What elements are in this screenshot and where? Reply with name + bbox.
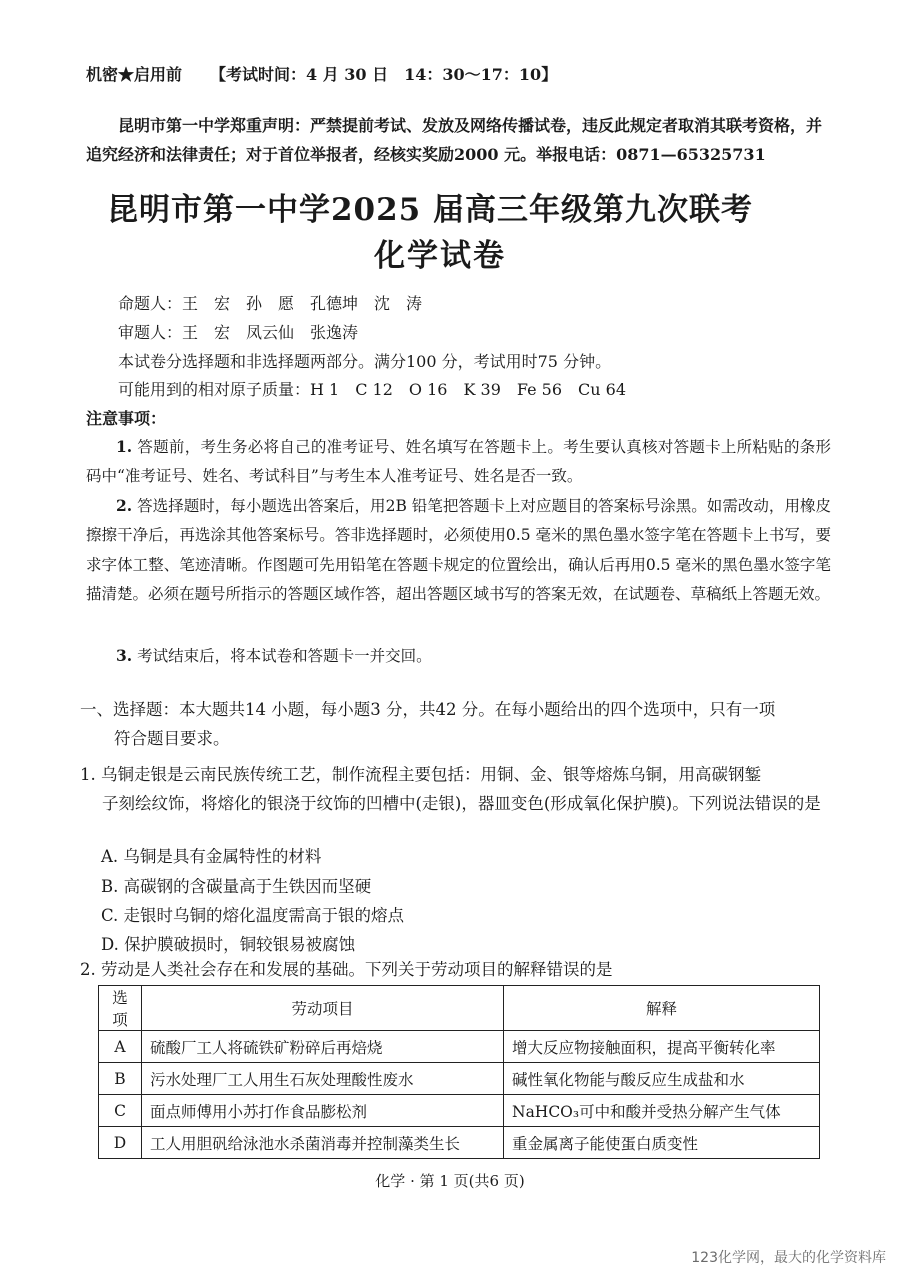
table-cell: B — [99, 1063, 142, 1095]
note-item: 1. 答题前，考生务必将自己的准考证号、姓名填写在答题卡上。考生要认真核对答题卡上所粘贴的条形码中“准考证号、姓名、考试科目”与考生本人准考证号、姓名是否一致。 — [86, 437, 831, 486]
note-item: 2. 答选择题时，每小题选出答案后，用2B 铅笔把答题卡上对应题目的答案标号涂黑。如需改动，用橡皮擦擦干净后，再选涂其他答案标号。答非选择题时，必须使用0.5 毫米的黑色墨水签字笔在答题卡上书写，要求字体工整、笔迹清晰。作图题可先用铅笔在答题卡规定的位置绘出，确认后再用0.5 毫米的黑色墨水签字笔描清楚。必须在题号所指示的答题区域作答，超出答题区域书写的答案无效，在试题卷、草稿纸上答题无效。 — [86, 496, 831, 603]
notes-heading: 注意事项： — [86, 409, 167, 428]
table-cell: D — [99, 1127, 142, 1159]
table-cell: 重金属离子能使蛋白质变性 — [504, 1127, 820, 1159]
table-cell: 工人用胆矾给泳池水杀菌消毒并控制藻类生长 — [142, 1127, 504, 1159]
section-heading — [80, 695, 832, 753]
question-1-line1: 1. 乌铜走银是云南民族传统工艺，制作流程主要包括：用铜、金、银等熔炼乌铜，用高碳钢錾 — [80, 765, 761, 784]
question-1-option-b: B. 高碳钢的含碳量高于生铁因而坚硬 — [101, 877, 372, 896]
table-cell: 硫酸厂工人将硫铁矿粉碎后再焙烧 — [142, 1031, 504, 1063]
table-header: 选项 — [99, 986, 142, 1031]
table-row — [99, 1127, 820, 1159]
table-cell: C — [99, 1095, 142, 1127]
page-footer: 化学 · 第 1 页(共6 页) — [375, 1172, 525, 1190]
table-cell: 增大反应物接触面积，提高平衡转化率 — [504, 1031, 820, 1063]
question-1-option-d: D. 保护膜破损时，铜较银易被腐蚀 — [101, 935, 356, 954]
section-heading-line1: 一、选择题：本大题共14 小题，每小题3 分，共42 分。在每小题给出的四个选项中，只有一项 — [80, 700, 776, 719]
table-cell: 污水处理厂工人用生石灰处理酸性废水 — [142, 1063, 504, 1095]
table-cell: 碱性氧化物能与酸反应生成盐和水 — [504, 1063, 820, 1095]
confidential-mark: 机密★启用前 — [86, 65, 183, 84]
exam-title: 昆明市第一中学2025 届高三年级第九次联考 — [106, 192, 754, 228]
table-row — [99, 1063, 820, 1095]
watermark-text: 123化学网，最大的化学资料库 — [691, 1250, 886, 1266]
setters-line: 命题人：王 宏 孙 愿 孔德坤 沈 涛 — [118, 294, 423, 313]
question-1-option-c: C. 走银时乌铜的熔化温度需高于银的熔点 — [101, 906, 405, 925]
table-header-row — [99, 986, 820, 1031]
table-header: 劳动项目 — [142, 986, 504, 1031]
reviewers-line: 审题人：王 宏 凤云仙 张逸涛 — [118, 323, 359, 342]
exam-subject-title: 化学试卷 — [374, 238, 506, 274]
table-cell: A — [99, 1031, 142, 1063]
exam-time: 【考试时间：4 月 30 日 14：30～17：10】 — [210, 65, 558, 84]
confidential-header — [86, 62, 557, 85]
table-cell: 面点师傅用小苏打作食品膨松剂 — [142, 1095, 504, 1127]
table-header: 解释 — [504, 986, 820, 1031]
table-cell: NaHCO₃可中和酸并受热分解产生气体 — [504, 1095, 820, 1127]
note-item: 3. 考试结束后，将本试卷和答题卡一并交回。 — [116, 646, 432, 665]
question-1-rest: 子刻绘纹饰，将熔化的银浇于纹饰的凹槽中(走银)，器皿变色(形成氧化保护膜)。下列说法错误的是 — [102, 794, 821, 813]
section-heading-line2: 符合题目要求。 — [114, 729, 230, 748]
structure-line: 本试卷分选择题和非选择题两部分。满分100 分，考试用时75 分钟。 — [118, 352, 612, 371]
question-1-stem — [80, 760, 832, 818]
table-row — [99, 1031, 820, 1063]
question-2-table — [98, 985, 820, 1159]
table-row — [99, 1095, 820, 1127]
question-1-option-a: A. 乌铜是具有金属特性的材料 — [101, 847, 322, 866]
atomic-masses-line: 可能用到的相对原子质量：H 1 C 12 O 16 K 39 Fe 56 Cu 64 — [118, 380, 627, 399]
question-2-stem: 2. 劳动是人类社会存在和发展的基础。下列关于劳动项目的解释错误的是 — [80, 960, 613, 979]
anti-leak-notice: 昆明市第一中学郑重声明：严禁提前考试、发放及网络传播试卷，违反此规定者取消其联考资格，并追究经济和法律责任；对于首位举报者，经核实奖励2000 元。举报电话：0871—65325731 — [86, 116, 823, 164]
